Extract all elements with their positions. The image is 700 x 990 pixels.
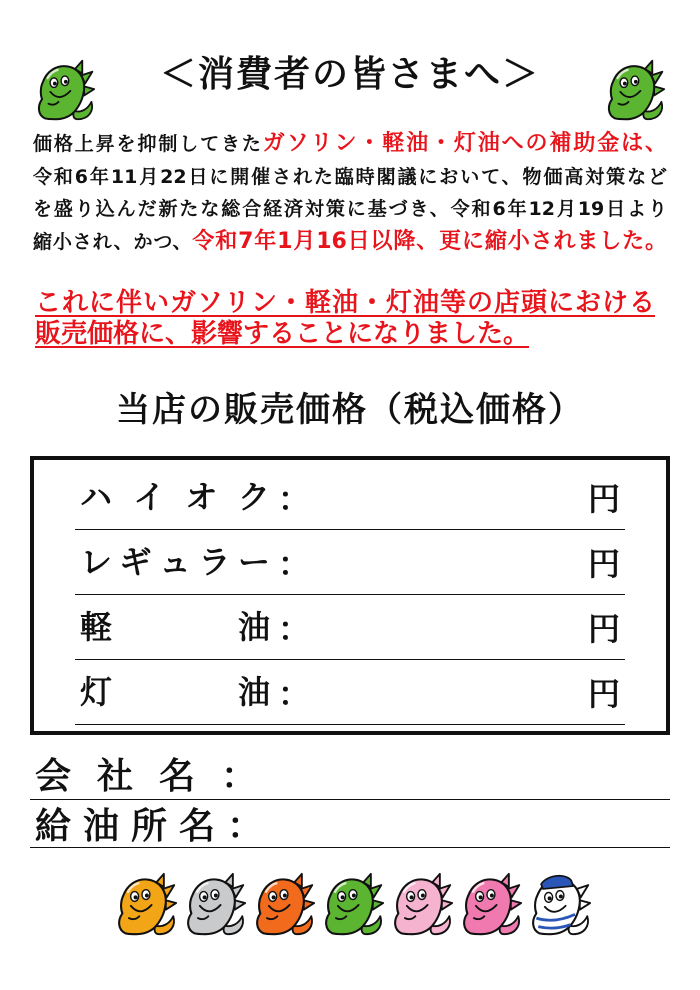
price-colon: ： <box>278 480 311 518</box>
price-row-regular <box>75 530 625 595</box>
dino-mascot-accent <box>533 876 590 934</box>
page-title: ＜消費者の皆さまへ＞ <box>159 54 540 95</box>
price-unit: 円 <box>587 675 620 713</box>
company-name-colon: ： <box>221 756 258 797</box>
notice-text: 令和6年11月22日に開催された臨時閣議において、物価高対策など <box>33 165 667 188</box>
station-name-label: 給油所名 <box>35 806 228 847</box>
price-label: 灯油 <box>80 673 270 711</box>
dino-mascot-shape <box>464 874 521 934</box>
notice-line <box>33 226 667 259</box>
notice-line <box>33 193 667 226</box>
price-colon: ： <box>278 610 311 648</box>
dino-mascot-shape <box>609 61 664 120</box>
impact-statement <box>35 288 655 350</box>
dino-mascot-shape <box>533 876 590 934</box>
dino-mascot-shape <box>395 874 452 934</box>
company-name-row <box>30 748 670 800</box>
dino-mascot-icon <box>598 58 670 122</box>
dino-mascot-icon <box>388 870 454 938</box>
dino-mascot-icon <box>457 870 523 938</box>
mascot-row <box>112 866 592 938</box>
notice-text: を盛り込んだ新たな総合経済対策に基づき、令和6年12月19日より <box>33 198 667 220</box>
price-colon: ： <box>278 675 311 713</box>
station-name-row <box>30 800 670 848</box>
price-table <box>30 456 670 735</box>
price-row-diesel <box>75 595 625 660</box>
dino-mascot-icon <box>319 870 385 938</box>
store-info <box>30 748 670 848</box>
notice-line <box>33 128 667 161</box>
notice-paragraph <box>33 128 667 258</box>
impact-text: 販売価格に、影響することになりました。 <box>35 319 530 349</box>
price-row-kerosene <box>75 660 625 725</box>
dino-mascot-icon <box>250 870 316 938</box>
price-unit: 円 <box>587 480 620 518</box>
dino-mascot-icon <box>112 870 178 938</box>
dino-mascot-hat-icon <box>526 870 592 938</box>
station-name-colon: ： <box>227 806 264 847</box>
price-label: レギュラー <box>80 543 270 581</box>
price-rows <box>75 465 625 725</box>
dino-mascot-shape <box>119 874 176 934</box>
price-colon: ： <box>278 545 311 583</box>
dino-mascot-icon <box>181 870 247 938</box>
notice-text: 縮小され、かつ、 <box>33 230 193 253</box>
dino-mascot-icon <box>28 58 100 122</box>
dino-mascot-shape <box>188 874 245 934</box>
price-label: 軽油 <box>80 608 270 646</box>
notice-highlight-text: 令和7年1月16日以降、更に縮小されました。 <box>192 228 667 254</box>
price-unit: 円 <box>587 545 620 583</box>
price-unit: 円 <box>587 610 620 648</box>
price-label: ハイオク <box>80 478 270 516</box>
price-heading: 当店の販売価格（税込価格） <box>116 390 584 430</box>
dino-mascot-shape <box>257 874 314 934</box>
price-row-high-octane <box>75 465 625 530</box>
dino-mascot-shape <box>39 61 94 120</box>
dino-mascot-shape <box>326 874 383 934</box>
notice-line <box>33 161 667 194</box>
impact-line <box>35 319 655 350</box>
impact-line <box>35 288 655 319</box>
company-name-label: 会社名 <box>35 756 222 797</box>
impact-text: これに伴いガソリン・軽油・灯油等の店頭における <box>35 288 655 318</box>
notice-highlight-text: ガソリン・軽油・灯油への補助金は、 <box>262 131 667 156</box>
notice-text: 価格上昇を抑制してきた <box>33 133 263 155</box>
